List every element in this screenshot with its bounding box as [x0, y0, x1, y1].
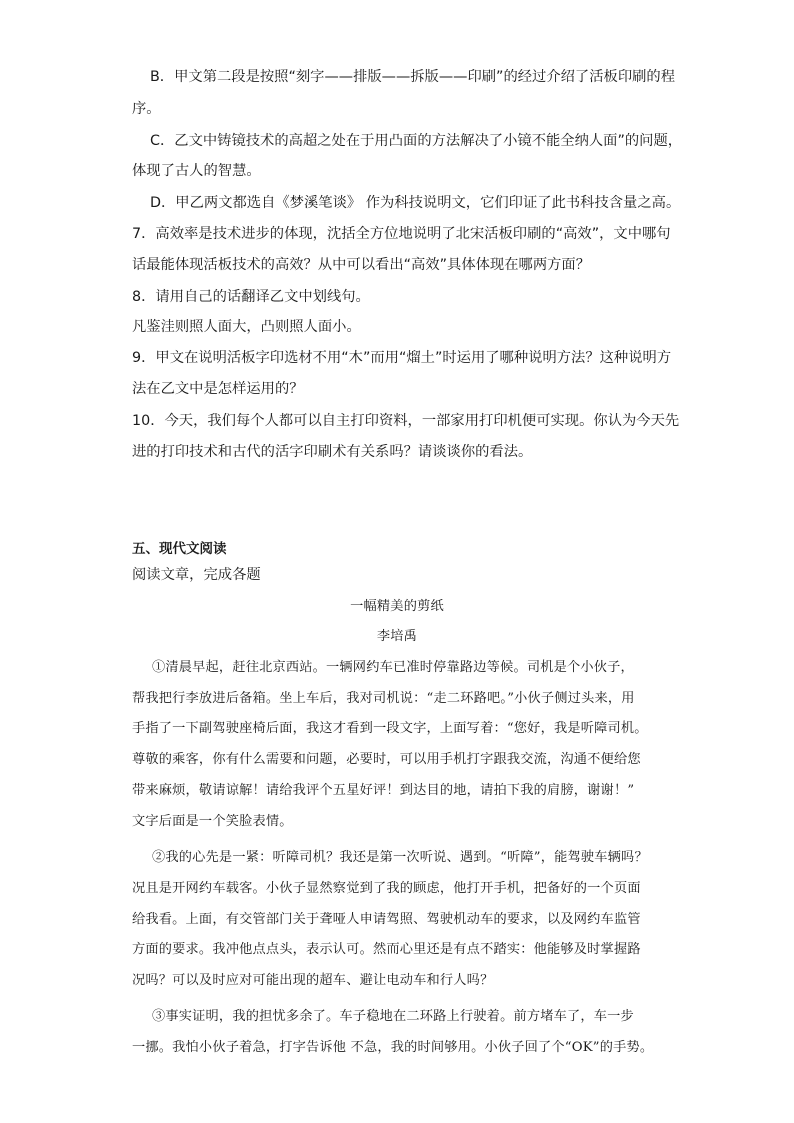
article-p2-line: ②我的心先是一紧：听障司机？我还是第一次听说、遇到。“听障”，能驾驶车辆吗？	[152, 850, 648, 865]
article-title: 一幅精美的剪纸	[350, 599, 444, 614]
section-instruction: 阅读文章，完成各题	[132, 567, 261, 583]
section-heading: 五、现代文阅读	[132, 541, 227, 557]
question-10-line2: 进的打印技术和古代的活字印刷术有关系吗？请谈谈你的看法。	[132, 444, 533, 460]
option-c-line1: C．乙文中铸镜技术的高超之处在于用凸面的方法解决了小镜不能全纳人面”的问题，	[150, 133, 683, 149]
article-p1-line: 文字后面是一个笑脸表情。	[132, 814, 293, 829]
option-c-line2: 体现了古人的智慧。	[132, 163, 261, 179]
question-10-line1: 10．今天，我们每个人都可以自主打印资料，一部家用打印机便可实现。你认为今天先	[132, 413, 680, 429]
question-8-line1: 8．请用自己的话翻译乙文中划线句。	[132, 289, 370, 305]
article-p1-line: 帮我把行李放进后备箱。坐上车后，我对司机说：“走二环路吧。”小伙子侧过头来，用	[132, 691, 635, 706]
article-author: 李培禹	[376, 629, 418, 644]
option-b-line1: B．甲文第二段是按照“刻字——排版——拆版——印刷”的经过介绍了活板印刷的程	[150, 69, 676, 85]
option-b-line2: 序。	[132, 101, 161, 117]
article-p1-line: 手指了一下副驾驶座椅后面，我这才看到一段文字，上面写着：“您好，我是听障司机。	[132, 721, 648, 736]
article-p2-line: 况且是开网约车载客。小伙子显然察觉到了我的顾虑，他打开手机，把备好的一个页面	[132, 881, 641, 896]
option-d-line1: D．甲乙两文都选自《梦溪笔谈》 作为科技说明文，它们印证了此书科技含量之高。	[150, 195, 681, 211]
article-p2-line: 方面的要求。我冲他点点头，表示认可。然而心里还是有点不踏实：他能够及时掌握路	[132, 942, 641, 957]
question-7-line1: 7．高效率是技术进步的体现，沈括全方位地说明了北宋活板印刷的“高效”，文中哪句	[132, 226, 671, 242]
article-p2-line: 给我看。上面，有交管部门关于聋哑人申请驾照、驾驶机动车的要求，以及网约车监管	[132, 912, 641, 927]
article-p1-line: 尊敬的乘客，你有什么需要和问题，必要时，可以用手机打字跟我交流，沟通不便给您	[132, 752, 641, 767]
article-p2-line: 况吗？可以及时应对可能出现的超车、避让电动车和行人吗？	[132, 973, 494, 988]
question-9-line1: 9．甲文在说明活板字印选材不用“木”而用“熘土”时运用了哪种说明方法？这种说明方	[132, 350, 672, 366]
article-p1-line: 带来麻烦，敬请谅解！请给我评个五星好评！到达目的地，请拍下我的肩膀，谢谢！”	[132, 783, 635, 798]
question-9-line2: 法在乙文中是怎样运用的？	[132, 381, 304, 397]
question-8-line2: 凡鉴洼则照人面大，凸则照人面小。	[132, 319, 361, 335]
article-p3-line: ③事实证明，我的担忧多余了。车子稳地在二环路上行驶着。前方堵车了，车一步	[152, 1009, 634, 1024]
article-p1-line: ①清晨早起，赶往北京西站。一辆网约车已准时停靠路边等候。司机是个小伙子，	[152, 660, 634, 675]
question-7-line2: 话最能体现活板技术的高效？从中可以看出“高效”具体体现在哪两方面？	[132, 257, 591, 273]
article-p3-line: 一挪。我怕小伙子着急，打字告诉他 不急，我的时间够用。小伙子回了个“OK”的手势。	[132, 1040, 654, 1055]
